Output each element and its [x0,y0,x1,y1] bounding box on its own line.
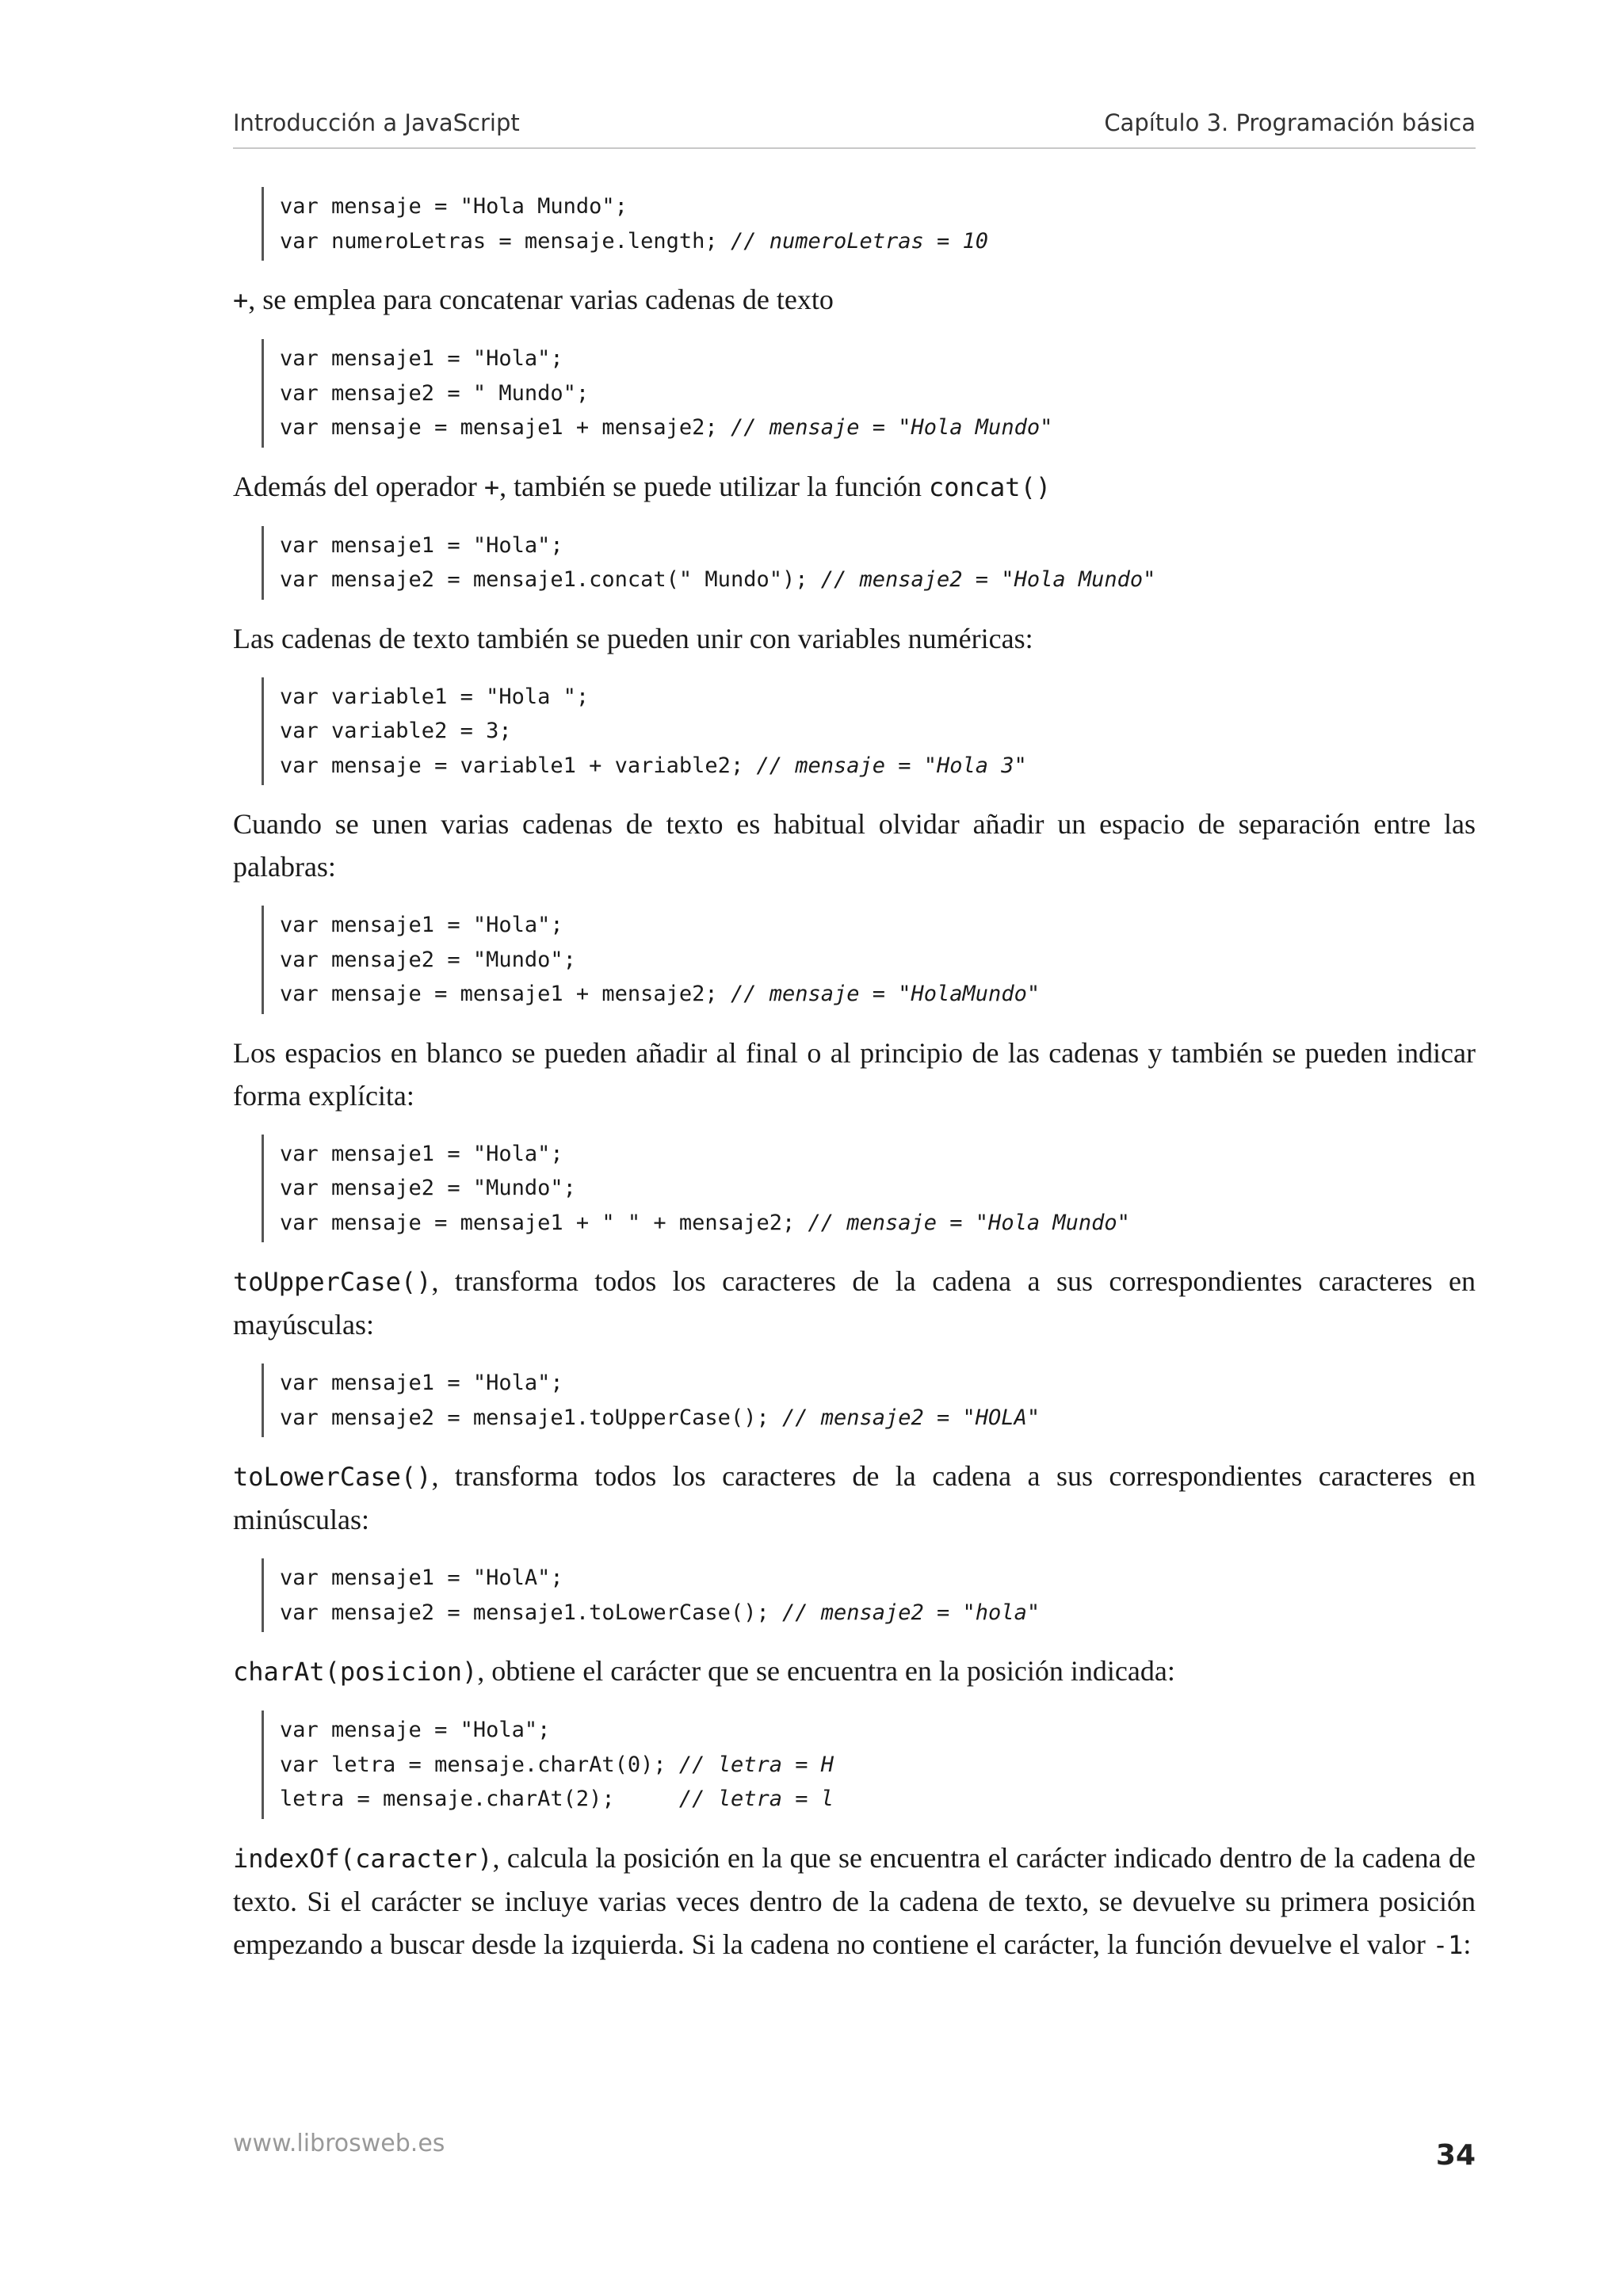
paragraph-text: Cuando se unen varias cadenas de texto es habitual olvidar añadir un espacio de separación entre las palabras: [233,808,1476,883]
code-block [262,1363,1476,1437]
code-block [262,1135,1476,1243]
code-line [280,977,1476,1012]
paragraph [233,617,1476,660]
code-text: letra = mensaje.charAt(2); [280,1787,679,1811]
code-text: var mensaje = mensaje1 + " " + mensaje2; [280,1210,808,1235]
code-text: var mensaje1 = "Hola"; [280,913,563,937]
code-text: var numeroLetras = mensaje.length; [280,228,731,254]
header-chapter-title: Capítulo 3. Programación básica [1104,109,1476,136]
code-comment: // mensaje2 = "hola" [781,1600,1041,1625]
code-comment: // mensaje = "Hola Mundo" [730,415,1053,440]
code-text: var mensaje1 = "Hola"; [280,1141,563,1166]
inline-code: toLowerCase() [233,1462,432,1492]
code-line [280,341,1476,376]
header-book-title: Introducción a JavaScript [233,109,520,136]
code-comment: // mensaje = "Hola 3" [756,753,1027,778]
code-line [280,528,1476,563]
paragraph [233,1836,1476,1966]
code-line [280,224,1476,259]
inline-code: toUpperCase() [233,1267,432,1297]
code-comment: // mensaje = "Hola Mundo" [808,1210,1130,1235]
paragraph-text: , se emplea para concatenar varias cadenas de texto [248,284,834,315]
paragraph-text: , obtiene el carácter que se encuentra en la posición indicada: [477,1655,1175,1687]
code-comment: // letra = l [678,1787,834,1811]
code-line [280,376,1476,411]
code-text: var mensaje = variable1 + variable2; [280,753,757,778]
paragraph [233,803,1476,888]
code-line [280,410,1476,445]
code-line [280,1171,1476,1206]
code-line [280,714,1476,749]
inline-code: + [483,471,500,502]
paragraph-text: Las cadenas de texto también se pueden unir con variables numéricas: [233,622,1033,654]
paragraph-text: : [1463,1928,1472,1960]
code-text: var mensaje1 = "Hola"; [280,1371,563,1395]
code-text: var mensaje = "Hola"; [280,1718,551,1742]
code-line [280,1596,1476,1630]
code-line [280,680,1476,715]
code-line [280,1782,1476,1817]
paragraph [233,465,1476,509]
code-text: var mensaje2 = "Mundo"; [280,947,576,972]
code-text: var mensaje2 = "Mundo"; [280,1176,576,1200]
code-text: var mensaje = mensaje1 + mensaje2; [280,982,731,1006]
inline-code: + [233,285,249,315]
code-line [280,563,1476,597]
code-text: var variable1 = "Hola "; [280,684,590,709]
code-text: var mensaje2 = mensaje1.toLowerCase(); [280,1600,782,1625]
inline-code: -1 [1432,1929,1464,1960]
code-block [262,526,1476,600]
paragraph-text: Los espacios en blanco se pueden añadir al final o al principio de las cadenas y también se pueden indicar forma explícita: [233,1036,1476,1112]
page-header [233,109,1476,149]
code-block [262,339,1476,448]
footer-url: www.librosweb.es [233,2130,445,2157]
code-line [280,1713,1476,1748]
code-comment: // mensaje2 = "Hola Mundo" [820,567,1156,592]
paragraph-text: , calcula la posición en la que se encuentra el carácter indicado dentro de la cadena de texto. Si el carácter se incluye varias veces dentro de la cadena de texto, se devuelve su primera posición empezando a buscar desde la izquierda. Si la cadena no contiene el carácter, la función devuelve el valor [233,1841,1476,1960]
code-text: var mensaje1 = "Hola"; [280,532,563,558]
code-comment: // numeroLetras = 10 [730,228,989,254]
code-line [280,908,1476,943]
code-comment: // mensaje = "HolaMundo" [730,982,1041,1006]
paragraph-text: , transforma todos los caracteres de la cadena a sus correspondientes caracteres en mayúsculas: [233,1265,1476,1341]
code-text: var mensaje2 = mensaje1.toUpperCase(); [280,1405,782,1430]
code-block [262,187,1476,261]
paragraph [233,278,1476,322]
code-line [280,1206,1476,1241]
code-text: var mensaje2 = " Mundo"; [280,380,590,406]
paragraph-text: Además del operador [233,470,484,502]
code-block [262,1711,1476,1819]
code-text: var mensaje = "Hola Mundo"; [280,194,628,219]
paragraph-text: , también se puede utilizar la función [499,470,929,502]
inline-code: indexOf(caracter) [233,1843,493,1874]
code-line [280,1748,1476,1783]
code-text: var mensaje1 = "HolA"; [280,1566,563,1590]
code-line [280,943,1476,978]
code-comment: // letra = H [678,1752,834,1777]
paragraph [233,1650,1476,1693]
paragraph [233,1455,1476,1541]
code-block [262,906,1476,1014]
code-block [262,677,1476,786]
code-line [280,1137,1476,1172]
code-text: var mensaje1 = "Hola"; [280,346,563,371]
code-text: var variable2 = 3; [280,719,512,743]
page-number: 34 [1435,2139,1476,2172]
paragraph [233,1032,1476,1117]
code-text: var mensaje2 = mensaje1.concat(" Mundo"); [280,567,821,592]
inline-code: charAt(posicion) [233,1657,478,1687]
code-line [280,1401,1476,1436]
code-line [280,189,1476,224]
code-text: var mensaje = mensaje1 + mensaje2; [280,415,731,440]
page-content [233,187,1476,1984]
code-line [280,1366,1476,1401]
paragraph [233,1260,1476,1346]
code-text: var letra = mensaje.charAt(0); [280,1752,679,1777]
code-comment: // mensaje2 = "HOLA" [781,1405,1041,1430]
inline-code: concat() [928,471,1052,502]
code-block [262,1558,1476,1632]
code-line [280,1561,1476,1596]
code-line [280,749,1476,784]
paragraph-text: , transforma todos los caracteres de la cadena a sus correspondientes caracteres en minúsculas: [233,1460,1476,1535]
